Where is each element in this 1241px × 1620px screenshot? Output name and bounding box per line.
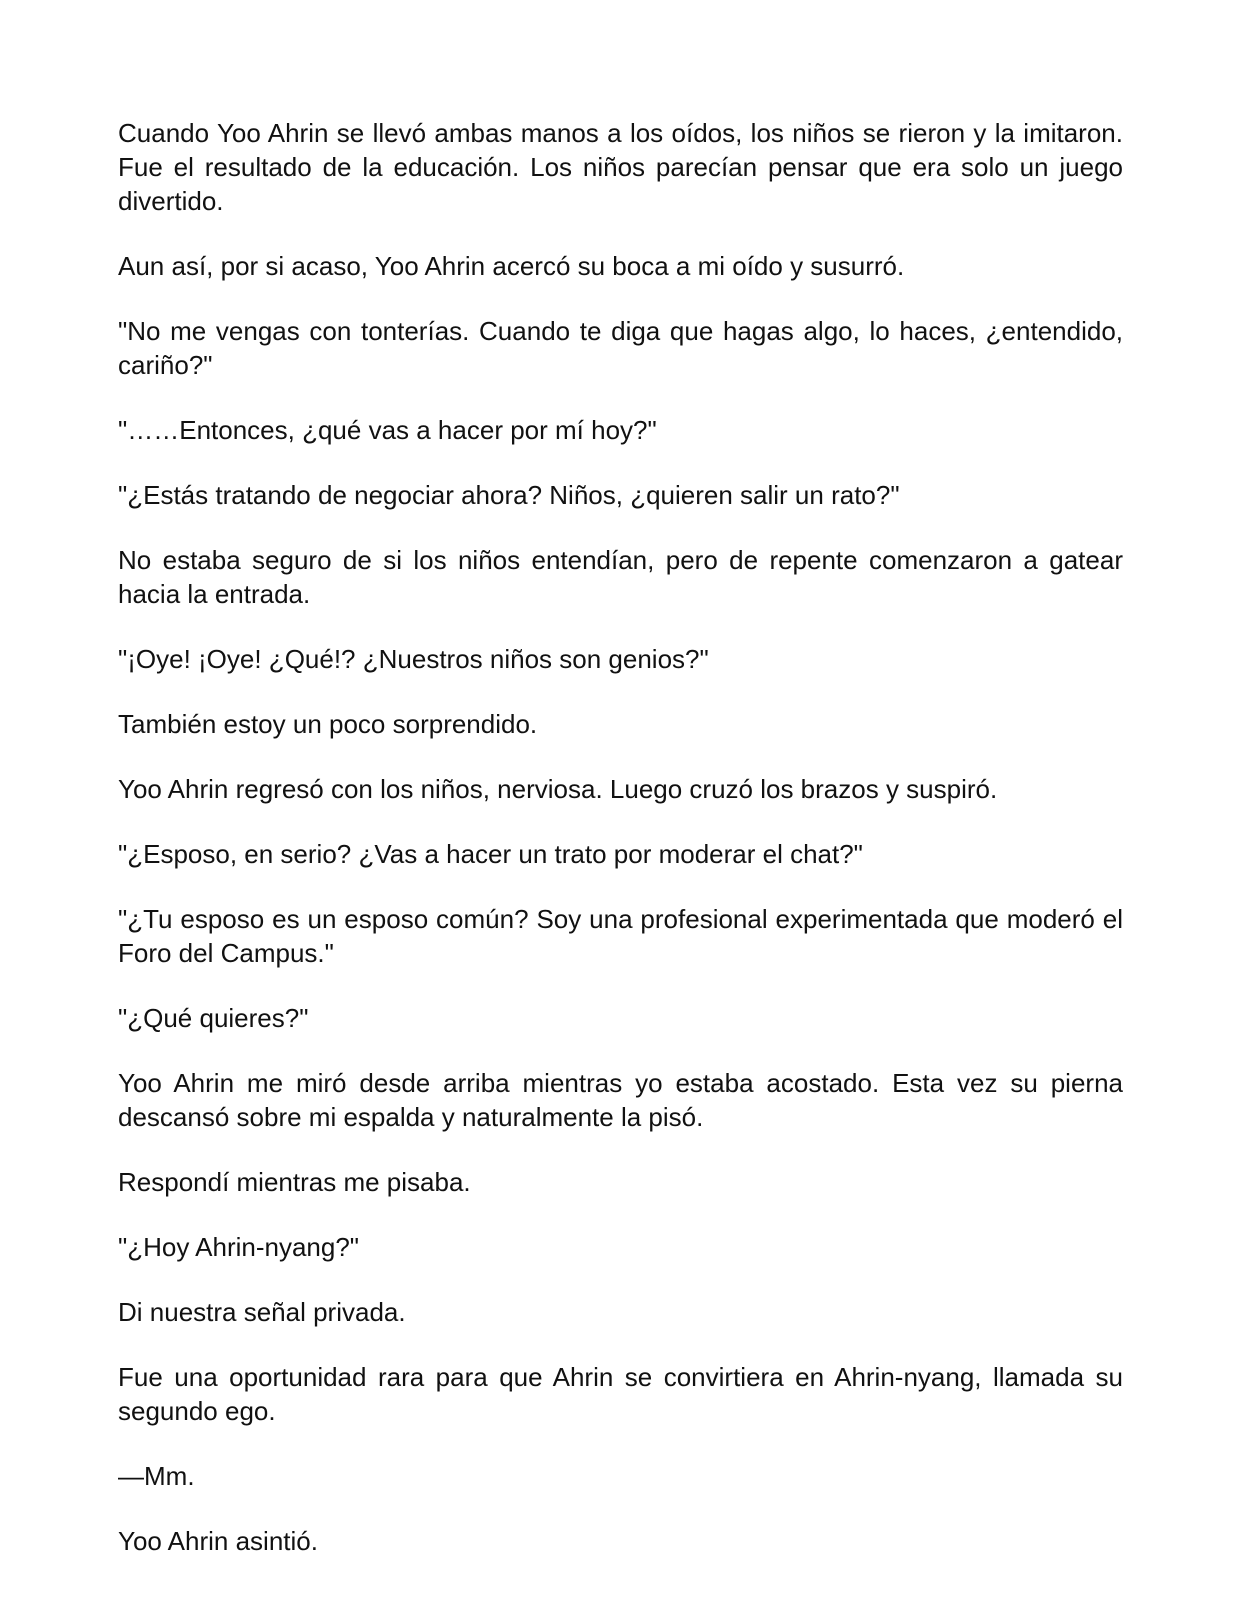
paragraph: Yoo Ahrin regresó con los niños, nerviosa. Luego cruzó los brazos y suspiró. <box>118 774 998 804</box>
paragraph: "¿Esposo, en serio? ¿Vas a hacer un trato por moderar el chat?" <box>118 839 863 869</box>
paragraph: "¡Oye! ¡Oye! ¿Qué!? ¿Nuestros niños son genios?" <box>118 644 709 674</box>
paragraph: "¿Qué quieres?" <box>118 1003 309 1033</box>
paragraph: "……Entonces, ¿qué vas a hacer por mí hoy?" <box>118 415 657 445</box>
paragraph: Cuando Yoo Ahrin se llevó ambas manos a los oídos, los niños se rieron y la imitaron. Fue el resultado de la educación. Los niños parecían pensar que era solo un juego divertido. <box>118 118 1123 216</box>
paragraph: Respondí mientras me pisaba. <box>118 1167 471 1197</box>
paragraph: "¿Estás tratando de negociar ahora? Niños, ¿quieren salir un rato?" <box>118 480 900 510</box>
paragraph: Yoo Ahrin asintió. <box>118 1526 318 1556</box>
paragraph: "No me vengas con tonterías. Cuando te diga que hagas algo, lo haces, ¿entendido, cariño?" <box>118 316 1123 380</box>
paragraph: También estoy un poco sorprendido. <box>118 709 538 739</box>
paragraph: "¿Hoy Ahrin-nyang?" <box>118 1232 360 1262</box>
paragraph: Yoo Ahrin me miró desde arriba mientras yo estaba acostado. Esta vez su pierna descansó sobre mi espalda y naturalmente la pisó. <box>118 1068 1123 1132</box>
paragraph: Di nuestra señal privada. <box>118 1297 406 1327</box>
paragraph: "¿Tu esposo es un esposo común? Soy una profesional experimentada que moderó el Foro del Campus." <box>118 904 1123 968</box>
paragraph: —Mm. <box>118 1461 195 1491</box>
paragraph: No estaba seguro de si los niños entendían, pero de repente comenzaron a gatear hacia la entrada. <box>118 545 1123 609</box>
paragraph: Fue una oportunidad rara para que Ahrin se convirtiera en Ahrin-nyang, llamada su segundo ego. <box>118 1362 1123 1426</box>
paragraph: Aun así, por si acaso, Yoo Ahrin acercó su boca a mi oído y susurró. <box>118 251 905 281</box>
document-body <box>118 116 1123 1589</box>
